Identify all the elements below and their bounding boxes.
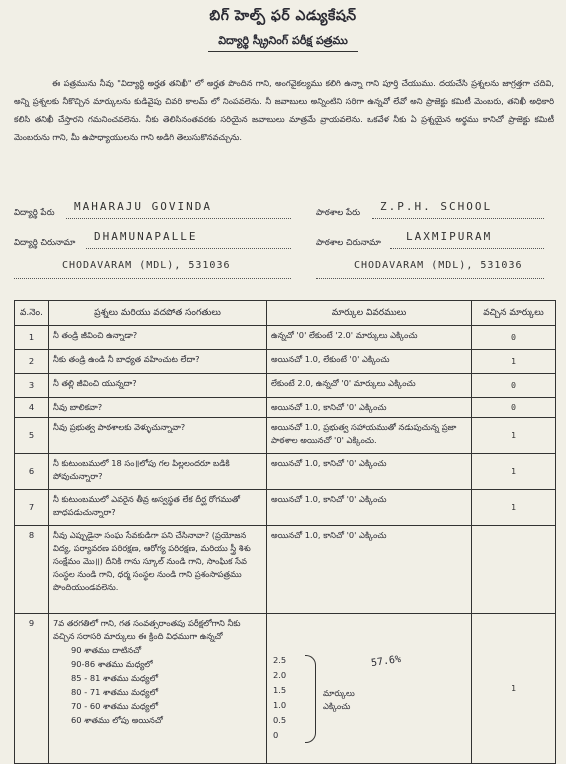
- row-question: నీ తల్లి జీవించి యున్నదా?: [49, 374, 267, 398]
- scale-value: 1.0: [273, 700, 287, 710]
- row-marks-input[interactable]: 1: [472, 490, 556, 526]
- table-row: [15, 454, 556, 490]
- range-item: 85 - 81 శాతము మధ్యలో: [71, 673, 158, 683]
- row-question: నీకు తండ్రి ఉండి నీ బాధ్యత వహించుట లేదా?: [49, 350, 267, 374]
- row-number: 6: [15, 454, 49, 490]
- school-name-label: పాఠశాల పేరు: [316, 208, 361, 218]
- school-name-field[interactable]: [372, 200, 544, 219]
- student-address-line2: CHODAVARAM (MDL), 531036: [62, 260, 231, 271]
- header-marks: వచ్చిన మార్కులు: [472, 301, 556, 326]
- row-number: 4: [15, 398, 49, 418]
- row-marks-input[interactable]: 1: [472, 350, 556, 374]
- student-name-field[interactable]: [66, 200, 291, 219]
- row-details: ఉన్నచో '0' లేకుంటే '2.0' మార్కులు ఎక్కించు: [267, 326, 472, 350]
- scale-value: 0.5: [273, 715, 287, 725]
- row-details: అయినచో 1.0, కానిచో '0' ఎక్కించు: [267, 398, 472, 418]
- screening-table: [14, 300, 556, 764]
- student-name-label: విద్యార్థి పేరు: [14, 208, 55, 218]
- subtitle-underline: [208, 51, 358, 52]
- header-questions: ప్రశ్నలు మరియు వదపోత సంగతులు: [49, 301, 267, 326]
- row-details: అయినచో 1.0, కానిచో '0' ఎక్కించు: [267, 526, 472, 614]
- row-question-cell: [49, 614, 267, 764]
- scale-values: [273, 653, 286, 743]
- table-row: [15, 398, 556, 418]
- table-row: [15, 614, 556, 764]
- table-row: [15, 526, 556, 614]
- school-address-line2: CHODAVARAM (MDL), 531036: [354, 260, 523, 271]
- row-marks-input[interactable]: 0: [472, 398, 556, 418]
- row-details-cell: [267, 614, 472, 764]
- range-item: 90 శాతము దాటినచో: [71, 645, 142, 655]
- range-item: 90-86 శాతము మధ్యలో: [71, 659, 153, 669]
- row-question: నీవు ప్రభుత్వ పాఠశాలకు వెళ్ళుచున్నావా?: [49, 418, 267, 454]
- row-number: 5: [15, 418, 49, 454]
- brace-shape: [305, 655, 316, 743]
- school-address-field-1[interactable]: [390, 230, 544, 249]
- scale-value: 2.0: [273, 670, 287, 680]
- student-address-field-2[interactable]: [14, 260, 291, 279]
- row-question: నీ తండ్రి జీవించి ఉన్నాడా?: [49, 326, 267, 350]
- row-number: 1: [15, 326, 49, 350]
- row-details: అయినచో 1.0, కానిచో '0' ఎక్కించు: [267, 490, 472, 526]
- row-marks-input[interactable]: 1: [472, 418, 556, 454]
- school-address-line1: LAXMIPURAM: [406, 230, 493, 243]
- range-item: 60 శాతము లోపు అయినచో: [71, 715, 163, 725]
- student-address-line1: DHAMUNAPALLE: [94, 230, 198, 243]
- form-subtitle: విద్యార్థి స్క్రీనింగ్ పరీక్ష పత్రము: [218, 34, 348, 47]
- school-address-label: పాఠశాల చిరునామా: [316, 238, 381, 248]
- student-address-field-1[interactable]: [86, 230, 291, 249]
- table-row: [15, 418, 556, 454]
- scale-value: 0: [273, 730, 279, 740]
- row-marks-input[interactable]: 1: [472, 614, 556, 764]
- table-row: [15, 374, 556, 398]
- row-number: 9: [15, 614, 49, 764]
- form-title: బిగ్ హెల్ప్ ఫర్ ఎడ్యుకేషన్: [209, 8, 357, 24]
- student-address-label: విద్యార్థి చిరునామా: [14, 238, 76, 248]
- student-name-value: MAHARAJU GOVINDA: [74, 200, 212, 213]
- row-question: 7వ తరగతిలో గాని, గత సంవత్సరాంతపు పరీక్షలోగాని నీకు వచ్చిన సరాసరి మార్కులు ఈ క్రింది విధముగా ఉన్నచో: [53, 618, 241, 641]
- scale-value: 1.5: [273, 685, 287, 695]
- row-question: నీవు ఎప్పుడైనా సంఘ సేవకుడిగా పని చేసినావా? (ప్రయోజన విద్య, పర్యావరణ పరిరక్షణ, ఆరోగ్య పరిరక్షణ, మరియు స్త్రీ శిశు సంక్షేమం మొ॥) దీనికి గాను స్కూల్ నుండి గాని, సాంఘిక సేవ సంస్థల నుండి గాని, ధర్మ సంస్థల నుండి గాని ప్రశంసాపత్రము పొందియుండవలెను.: [49, 526, 267, 614]
- row-marks-input[interactable]: 0: [472, 326, 556, 350]
- row-number: 7: [15, 490, 49, 526]
- row-details: అయినచో 1.0, కానిచో '0' ఎక్కించు: [267, 454, 472, 490]
- scale-label: మార్కులు ఎక్కించు: [323, 688, 355, 711]
- row-question: నీవు బాలికవా?: [49, 398, 267, 418]
- school-address-field-2[interactable]: [316, 260, 544, 279]
- row-marks-input[interactable]: 0: [472, 374, 556, 398]
- table-row: [15, 350, 556, 374]
- row-number: 2: [15, 350, 49, 374]
- row-details: అయినచో 1.0, ప్రభుత్వ సహాయముతో నడుపుచున్న ప్రజా పాఠశాల అయినచో '0' ఎక్కించు.: [267, 418, 472, 454]
- row-number: 3: [15, 374, 49, 398]
- range-item: 80 - 71 శాతము మధ్యలో: [71, 687, 158, 697]
- row-question: నీ కుటుంబములో 18 సం॥లోపు గల పిల్లలందరూ బడికి పోవుచున్నారా?: [49, 454, 267, 490]
- handwritten-percent: 57.6%: [370, 653, 402, 670]
- percent-ranges: [53, 643, 262, 727]
- table-header-row: [15, 301, 556, 326]
- header-details: మార్కుల వివరములు: [267, 301, 472, 326]
- instructions-paragraph: ఈ పత్రమును నీవు "విద్యార్థి అర్హత తనిఖీ" లో అర్హత పొందిన గాని, అంగవైకల్యము కలిగి ఉన్నా గాని పూర్తి చేయుము. దయచేసి ప్రశ్నలను జాగ్రత్తగా చదివి, అన్ని ప్రశ్నలకు నీకొచ్చిన మార్కులను కుడివైపు చివరి కాలమ్ లో నింపవలెను. నీ జవాబులు అన్నింటిని సరిగా ఉన్నవో లేవో అని ప్రాజెక్టు కమిటీ మెంబరు, తనిఖీ అధికారి కలిసి తనిఖీ చేస్తారని గమనించవలెను. నీకు తెలిసినంతవరకు సరియైన జవాబులు మాత్రమే వ్రాయవలెను. ఒకవేళ నీకు ఏ ప్రశ్నయైన అర్థము కానిచో ప్రాజెక్టు కమిటీ మెంబరును గాని, మీ ఉపాధ్యాయులను గాని అడిగి తెలుసుకొనవచ్చును.: [14, 78, 554, 142]
- row-details: లేకుంటే 2.0, ఉన్నచో '0' మార్కులు ఎక్కించు: [267, 374, 472, 398]
- table-row: [15, 490, 556, 526]
- school-name-value: Z.P.H. SCHOOL: [380, 200, 493, 213]
- marks-scale: [271, 617, 467, 740]
- row-marks-input[interactable]: [472, 526, 556, 614]
- row-marks-input[interactable]: 1: [472, 454, 556, 490]
- table-row: [15, 326, 556, 350]
- header-serial: వ.నెం.: [15, 301, 49, 326]
- row-number: 8: [15, 526, 49, 614]
- scale-value: 2.5: [273, 655, 287, 665]
- row-details: అయినచో 1.0, లేకుంటే '0' ఎక్కించు: [267, 350, 472, 374]
- row-question: నీ కుటుంబములో ఎవరైన తీవ్ర అస్వస్థత లేక దీర్ఘ రోగముతో బాధపడుచున్నారా?: [49, 490, 267, 526]
- range-item: 70 - 60 శాతము మధ్యలో: [71, 701, 158, 711]
